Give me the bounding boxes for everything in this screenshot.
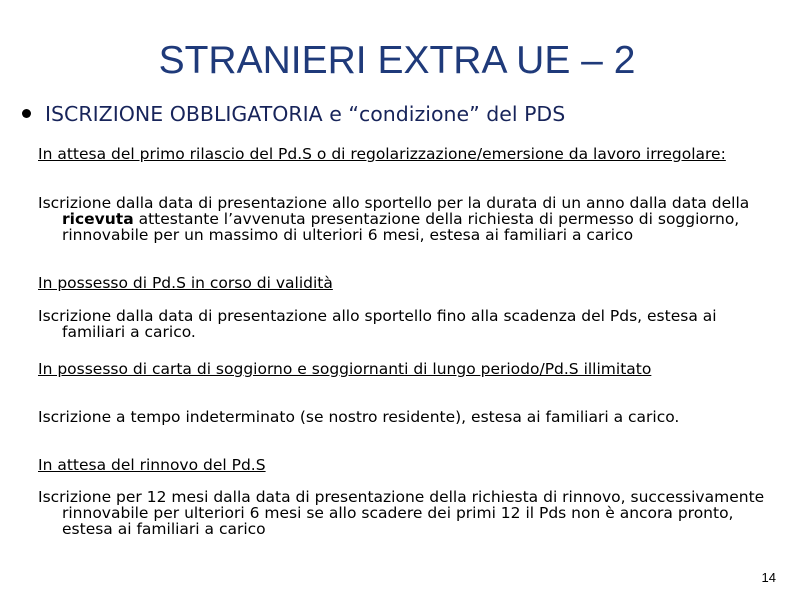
section-2-text: Iscrizione dalla data di presentazione allo sportello fino alla scadenza del Pds, estesa ai familiari a carico. <box>38 307 717 341</box>
section-1-text <box>38 195 782 243</box>
slide-title: STRANIERI EXTRA UE – 2 <box>158 39 636 82</box>
section-1-text-part1: Iscrizione dalla data di presentazione allo sportello per la durata di un anno dalla data della <box>38 194 750 212</box>
main-bullet <box>22 99 782 129</box>
section-3-heading: In possesso di carta di soggiorno e soggiornanti di lungo periodo/Pd.S illimitato <box>38 360 652 378</box>
page-number: 14 <box>761 570 776 585</box>
section-4-heading: In attesa del rinnovo del Pd.S <box>38 456 266 474</box>
section-4-text: Iscrizione per 12 mesi dalla data di presentazione della richiesta di rinnovo, successivamente rinnovabile per ulteriori 6 mesi se allo scadere dei primi 12 il Pds non è ancora pronto, estesa ai familiari a carico <box>38 488 765 538</box>
bullet-dot-icon <box>22 109 31 118</box>
main-heading: ISCRIZIONE OBBLIGATORIA e “condizione” del PDS <box>45 102 566 126</box>
section-2-heading: In possesso di Pd.S in corso di validità <box>38 274 333 292</box>
section-1-text-part2: attestante l’avvenuta presentazione della richiesta di permesso di soggiorno, rinnovabile per un massimo di ulteriori 6 mesi, estesa ai familiari a carico <box>62 210 740 244</box>
section-1-text-bold: ricevuta <box>62 210 134 228</box>
section-3-text: Iscrizione a tempo indeterminato (se nostro residente), estesa ai familiari a carico. <box>38 408 680 426</box>
section-1-heading: In attesa del primo rilascio del Pd.S o di regolarizzazione/emersione da lavoro irregolare: <box>38 145 726 163</box>
